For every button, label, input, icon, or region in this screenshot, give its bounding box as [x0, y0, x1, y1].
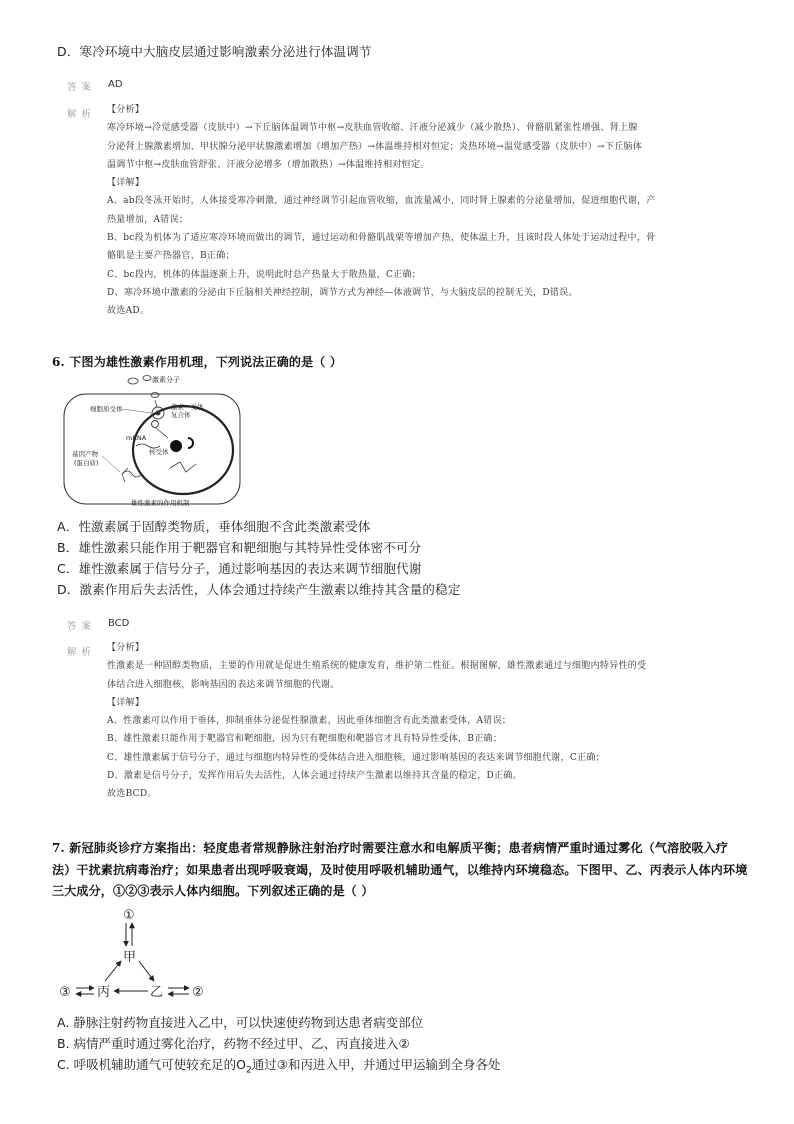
- label-hormone-molecule: 激素分子: [152, 376, 180, 384]
- q6-answer-label: 答案: [67, 621, 97, 632]
- q6-stem: [52, 352, 752, 374]
- analysis-line: B、bc段为机体为了适应寒冷环境而做出的调节，通过运动和骨骼肌战栗等增加产热，使体温上升，且该时段人体处于运动过程中，骨: [107, 233, 656, 244]
- nuclear-receptor-icon: [188, 438, 193, 448]
- analysis-line: 体结合进入细胞核，影响基因的表达来调节细胞的代谢。: [107, 679, 340, 690]
- q7-stem-line: 三大成分，①②③表示人体内细胞。下列叙述正确的是（ ）: [52, 884, 374, 898]
- gene-product-icon: [122, 468, 128, 482]
- q6-option-b: B．雄性激素只能作用于靶器官和靶细胞与其特异性受体密不可分: [57, 540, 422, 555]
- analysis-line: D、激素是信号分子，发挥作用后失去活性，人体会通过持续产生激素以维持其含量的稳定，D正确。: [107, 771, 522, 782]
- analysis-line: 【详解】: [107, 178, 145, 189]
- analysis-line: 温调节中枢→皮肤血管舒张、汗液分泌增多（增加散热）→体温维持相对恒定。: [107, 159, 430, 170]
- q6-answer: BCD: [108, 618, 130, 629]
- q5-answer: AD: [108, 79, 123, 90]
- analysis-line: 【详解】: [107, 697, 145, 708]
- body-fluid-figure: [55, 905, 215, 1005]
- label-complex: 激素—受体: [171, 403, 204, 411]
- analysis-line: C、雄性激素属于信号分子，通过与细胞内特异性的受体结合进入细胞核，通过影响基因的表达来调节细胞代谢，C正确；: [107, 752, 605, 763]
- analysis-line: 【分析】: [107, 643, 145, 653]
- receptor-core-icon: [156, 411, 161, 416]
- analysis-line: 骼肌是主要产热器官，B正确；: [107, 251, 235, 262]
- q6-analysis: [107, 639, 722, 804]
- q6-stem-text: 6. 下图为雄性激素作用机理，下列说法正确的是（ ）: [52, 355, 343, 369]
- analysis-line: 故选AD。: [107, 306, 150, 317]
- arrow: [155, 400, 157, 407]
- q7-option-c: [57, 1055, 500, 1076]
- analysis-line: A、性激素可以作用于垂体，抑制垂体分泌促性腺激素，因此垂体细胞含有此类激素受体，A错误；: [107, 716, 512, 727]
- arrow-bing-to-jia: [105, 961, 121, 981]
- q7-stem-line: 7. 新冠肺炎诊疗方案指出：轻度患者常规静脉注射治疗时需要注意水和电解质平衡；患者病情严重时通过雾化（气溶胶吸入疗: [52, 841, 729, 855]
- analysis-line: 【分析】: [107, 105, 145, 115]
- hormone-molecule-icon: [128, 378, 138, 384]
- q6-option-d: D．激素作用后失去活性，人体会通过持续产生激素以维持其含量的稳定: [57, 582, 461, 597]
- q7-option-b: B. 病情严重时通过雾化治疗，药物不经过甲、乙、丙直接进入②: [57, 1036, 410, 1051]
- analysis-line: 分泌肾上腺激素增加、甲状腺分泌甲状腺激素增加（增加产热）→体温维持相对恒定；炎热环境→温觉感受器（皮肤中）→下丘脑体: [107, 141, 643, 152]
- analysis-line: B、雄性激素只能作用于靶器官和靶细胞，因为只有靶细胞和靶器官才具有特异性受体，B正确；: [107, 734, 503, 745]
- nuclear-receptor-icon: [170, 440, 182, 452]
- label-cell-1: ①: [123, 908, 135, 923]
- label-mrna: mRNA: [126, 434, 147, 442]
- label-cell-3: ③: [59, 985, 71, 1000]
- label-bing: 丙: [97, 985, 111, 1000]
- q7-option-c-sub: 2: [246, 1065, 252, 1076]
- q6-analysis-label: 解析: [67, 647, 97, 658]
- q7-stem: [52, 838, 752, 903]
- q5-analysis-label: 解析: [67, 109, 97, 120]
- q7-option-c-pre: C. 呼吸机辅助通气可使较充足的O: [57, 1057, 247, 1072]
- analysis-line: 故选BCD。: [107, 789, 157, 800]
- hormone-molecule-icon: [151, 393, 159, 398]
- q5-option-d: D．寒冷环境中大脑皮层通过影响激素分泌进行体温调节: [57, 44, 372, 59]
- arrow: [156, 428, 168, 438]
- label-cell-2: ②: [192, 985, 204, 1000]
- arrow-jia-to-yi: [139, 961, 154, 981]
- q5-analysis: [107, 101, 722, 321]
- label-protein: (蛋白质): [74, 459, 99, 467]
- nucleus: [133, 406, 233, 494]
- label-nuclear-receptor: 核受体: [149, 448, 169, 456]
- q6-option-a: A．性激素属于固醇类物质，垂体细胞不含此类激素受体: [57, 519, 371, 534]
- pointer-line: [102, 456, 120, 472]
- mrna-strand: [136, 444, 160, 448]
- analysis-line: C、bc段内，机体的体温逐渐上升，说明此时总产热量大于散热量，C正确；: [107, 269, 422, 280]
- q7-stem-line: 法）干扰素抗病毒治疗；如果患者出现呼吸衰竭，及时使用呼吸机辅助通气，以维持内环境稳态。下图甲、乙、丙表示人体内环境: [52, 862, 748, 877]
- analysis-line: 寒冷环境→冷觉感受器（皮肤中）→下丘脑体温调节中枢→皮肤血管收缩、汗液分泌减少（减少散热）、骨骼肌紧张性增强、肾上腺: [107, 123, 638, 134]
- label-cytoplasmic-receptor: 细胞质受体: [90, 405, 123, 413]
- q7-option-c-post: 通过③和丙进入甲，并通过甲运输到全身各处: [251, 1057, 501, 1072]
- label-jia: 甲: [123, 950, 137, 965]
- label-yi: 乙: [150, 985, 164, 1000]
- complex-icon: [152, 421, 159, 428]
- figure-caption: 雄性激素的作用机制: [131, 499, 190, 507]
- hormone-mechanism-figure: [58, 372, 248, 512]
- analysis-line: 热量增加，A错误；: [107, 214, 189, 225]
- label-complex-2: 复合体: [171, 411, 191, 419]
- q7-option-a: A. 静脉注射药物直接进入乙中，可以快速使药物到达患者病变部位: [57, 1015, 424, 1030]
- analysis-line: D、寒冷环境中激素的分泌由下丘脑相关神经控制，调节方式为神经—体液调节，与大脑皮层的控制无关，D错误。: [107, 287, 578, 298]
- hormone-molecule-icon: [143, 376, 151, 381]
- analysis-line: A、ab段冬泳开始时，人体接受寒冷刺激，通过神经调节引起血管收缩，血流量减小，同时肾上腺素的分泌量增加，促进细胞代谢，产: [107, 196, 656, 207]
- q5-answer-label: 答案: [67, 82, 97, 93]
- q6-option-c: C．雄性激素属于信号分子，通过影响基因的表达来调节细胞代谢: [57, 561, 422, 576]
- label-gene-product: 基因产物: [72, 450, 98, 458]
- analysis-line: 性激素是一种固醇类物质，主要的作用就是促进生殖系统的健康发育，维护第二性征。根据图解，雄性激素通过与细胞内特异性的受: [107, 661, 647, 672]
- pointer-line: [122, 409, 151, 413]
- dna-strand: [170, 462, 196, 472]
